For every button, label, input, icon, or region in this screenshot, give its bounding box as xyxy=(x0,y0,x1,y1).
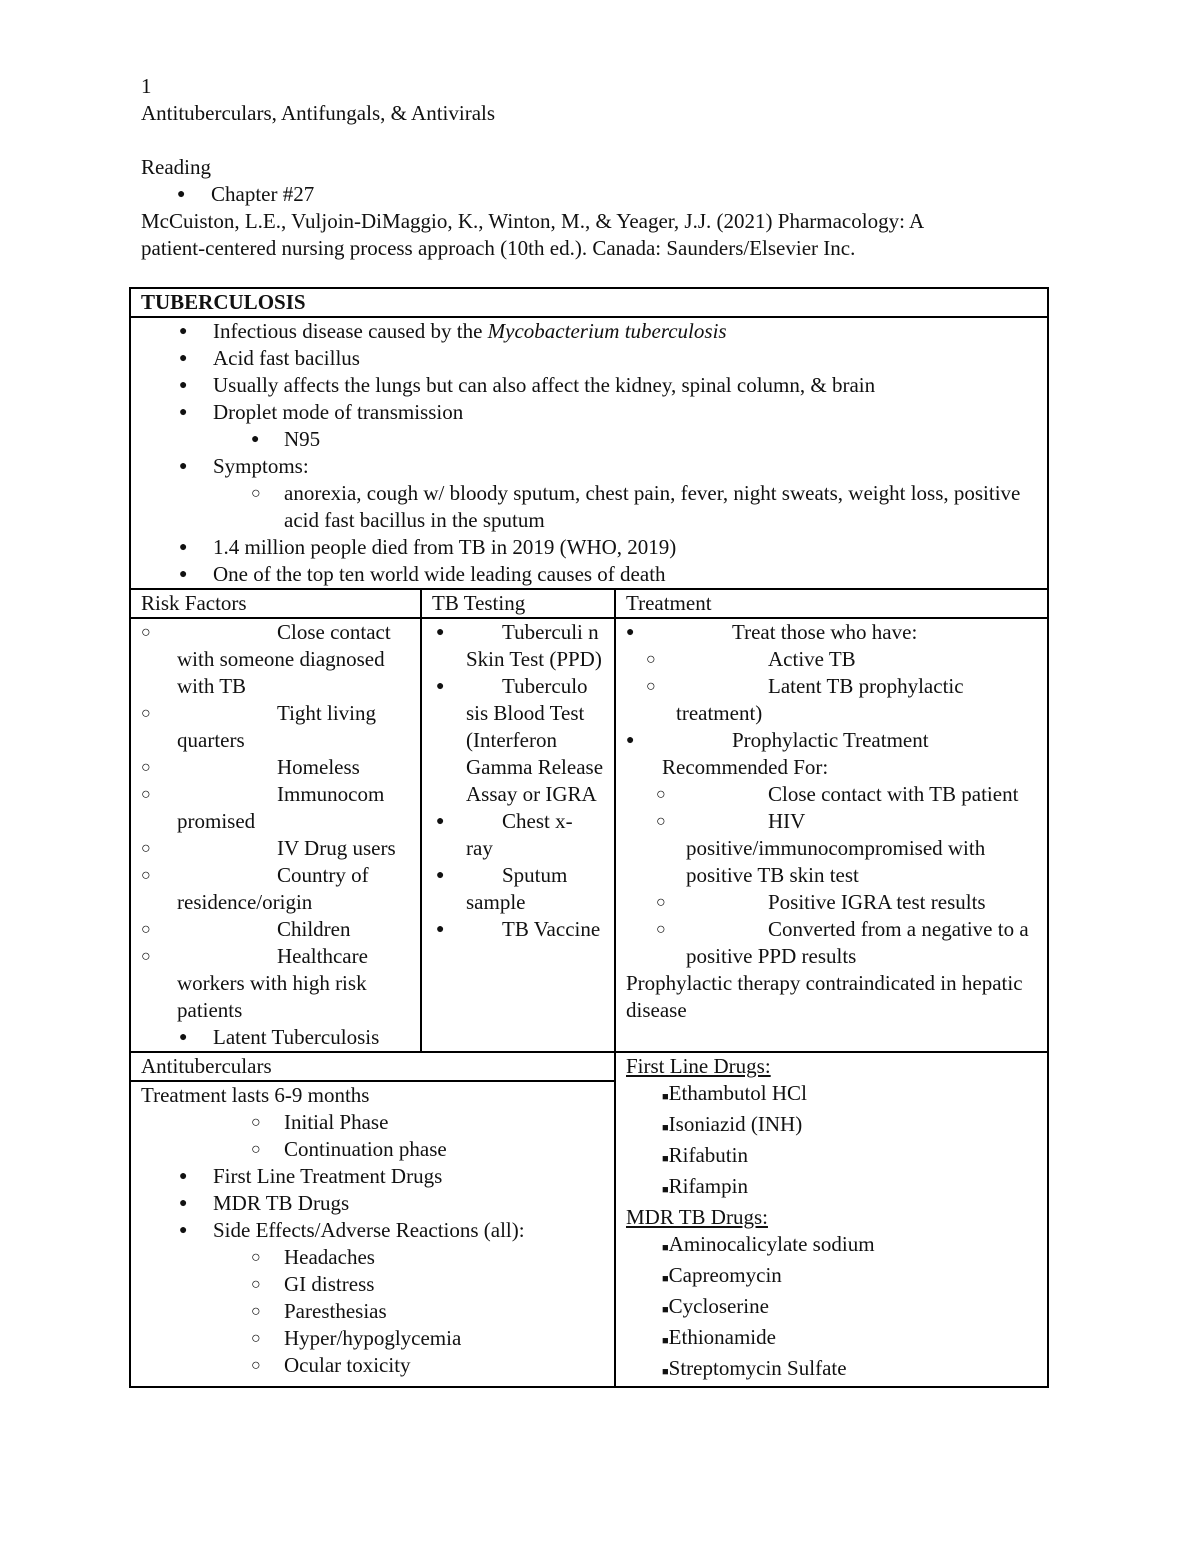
risk-factors-list xyxy=(141,619,410,1051)
list-item: ○ Country of residence/origin xyxy=(141,862,410,916)
reading-list xyxy=(141,181,1081,208)
antituberculars-cell xyxy=(130,1052,615,1387)
list-item: ○ Continuation phase xyxy=(141,1136,604,1163)
list-item: ■ Aminocalicylate sodium xyxy=(626,1231,1037,1262)
list-item: ● Side Effects/Adverse Reactions (all): xyxy=(141,1217,604,1244)
tb-bullet-cause-text: Infectious disease caused by the xyxy=(213,319,488,343)
list-item: ● First Line Treatment Drugs xyxy=(141,1163,604,1190)
list-item: ○ HIV positive/immunocompromised with positive TB skin test xyxy=(626,808,1037,889)
list-item: ○ Close contact with TB patient xyxy=(626,781,1037,808)
list-item: ● Tuberculo sis Blood Test (Interferon Gamma Release Assay or IGRA xyxy=(432,673,604,808)
citation-line-2: patient-centered nursing process approach (10th ed.). Canada: Saunders/Elsevier Inc. xyxy=(141,236,856,260)
list-item: ■ Cycloserine xyxy=(626,1293,1037,1324)
list-item: ● Tuberculi n Skin Test (PPD) xyxy=(432,619,604,673)
list-item: ○ GI distress xyxy=(141,1271,604,1298)
tb-bullet-symptoms: ● Symptoms: xyxy=(141,453,1037,480)
treatment-header: Treatment xyxy=(615,589,1048,618)
list-item: ○ Headaches xyxy=(141,1244,604,1271)
tb-bullet-leading-cause: ● One of the top ten world wide leading causes of death xyxy=(141,561,1037,588)
list-item: ● TB Vaccine xyxy=(432,916,604,943)
list-item: ● Sputum sample xyxy=(432,862,604,916)
tb-symptoms-detail: ○ anorexia, cough w/ bloody sputum, chest pain, fever, night sweats, weight loss, positive acid fast bacillus in the sputum xyxy=(141,480,1037,534)
list-item: ■ Rifabutin xyxy=(626,1142,1037,1173)
drugs-cell xyxy=(615,1052,1048,1387)
list-item: ○ Paresthesias xyxy=(141,1298,604,1325)
tb-testing-header: TB Testing xyxy=(421,589,615,618)
tb-bullet-bacillus: ● Acid fast bacillus xyxy=(141,345,1037,372)
list-item: ● Chest x- ray xyxy=(432,808,604,862)
risk-latent-tb: ● Latent Tuberculosis xyxy=(141,1024,410,1051)
tb-overview-list xyxy=(141,318,1037,588)
chapter-item: ● Chapter #27 xyxy=(141,181,1081,208)
antituberculars-title: Antituberculars xyxy=(131,1053,614,1082)
citation-line-1: McCuiston, L.E., Vuljoin-DiMaggio, K., Winton, M., & Yeager, J.J. (2021) Pharmacology: A xyxy=(141,209,925,233)
list-item: ○ IV Drug users xyxy=(141,835,410,862)
list-item: ■ Ethionamide xyxy=(626,1324,1037,1355)
page-number: 1 xyxy=(141,74,152,98)
list-item: ○ Initial Phase xyxy=(141,1109,604,1136)
page-title: Antituberculars, Antifungals, & Antivirals xyxy=(141,101,496,125)
list-item: ■ Capreomycin xyxy=(626,1262,1037,1293)
reading-label: Reading xyxy=(141,155,211,179)
list-item: ○ Converted from a negative to a positive PPD results xyxy=(626,916,1037,970)
tb-testing-list xyxy=(432,619,604,943)
list-item: ■ Ethambutol HCl xyxy=(626,1080,1037,1111)
tb-testing-cell xyxy=(421,618,615,1052)
mdr-drugs-title: MDR TB Drugs: xyxy=(626,1205,768,1229)
tb-title-cell xyxy=(130,288,1048,317)
list-item: ■ Streptomycin Sulfate xyxy=(626,1355,1037,1386)
list-item: ■ Isoniazid (INH) xyxy=(626,1111,1037,1142)
list-item-continuation: treatment) xyxy=(676,701,763,725)
risk-factors-header: Risk Factors xyxy=(130,589,421,618)
list-item: ■ Rifampin xyxy=(626,1173,1037,1204)
treatment-bullet-prophylactic: ● Prophylactic Treatment xyxy=(626,727,1037,754)
tb-organism-name: Mycobacterium tuberculosis xyxy=(487,319,727,343)
list-item: ○ Close contact with someone diagnosed with TB xyxy=(141,619,410,700)
list-item: ○ Homeless xyxy=(141,754,410,781)
treatment-list xyxy=(626,619,1037,970)
list-item: ○ Tight living quarters xyxy=(141,700,410,754)
list-item: ○ Immunocom promised xyxy=(141,781,410,835)
antituberculars-list xyxy=(141,1109,604,1379)
tb-bullet-transmission: ● Droplet mode of transmission xyxy=(141,399,1037,426)
tb-bullet-n95: ● N95 xyxy=(141,426,1037,453)
treatment-note: Prophylactic therapy contraindicated in hepatic disease xyxy=(626,971,1023,1022)
list-item: ○ Positive IGRA test results xyxy=(626,889,1037,916)
first-line-drugs-title: First Line Drugs: xyxy=(626,1054,771,1078)
list-item: ○ Active TB xyxy=(626,646,1037,673)
mdr-drugs-list xyxy=(626,1231,1037,1386)
list-item: ○ Healthcare workers with high risk patients xyxy=(141,943,410,1024)
list-item: ● MDR TB Drugs xyxy=(141,1190,604,1217)
tb-title: TUBERCULOSIS xyxy=(141,290,306,314)
tb-overview-cell xyxy=(130,317,1048,589)
risk-factors-cell xyxy=(130,618,421,1052)
tb-bullet-affects: ● Usually affects the lungs but can also affect the kidney, spinal column, & brain xyxy=(141,372,1037,399)
list-item: ○ Ocular toxicity xyxy=(141,1352,604,1379)
document-header xyxy=(141,73,1081,262)
list-item: ○ Latent TB prophylactic xyxy=(626,673,1037,700)
first-line-drugs-list xyxy=(626,1080,1037,1204)
treatment-bullet-treat: ● Treat those who have: xyxy=(626,619,1037,646)
tb-bullet-deaths: ● 1.4 million people died from TB in 2019 (WHO, 2019) xyxy=(141,534,1037,561)
list-item: ○ Children xyxy=(141,916,410,943)
treatment-cell xyxy=(615,618,1048,1052)
list-item: ○ Hyper/hypoglycemia xyxy=(141,1325,604,1352)
treatment-duration: Treatment lasts 6-9 months xyxy=(141,1083,370,1107)
tb-bullet-cause xyxy=(141,318,1037,345)
tuberculosis-table xyxy=(129,287,1049,1388)
list-item-continuation: Recommended For: xyxy=(662,755,829,779)
